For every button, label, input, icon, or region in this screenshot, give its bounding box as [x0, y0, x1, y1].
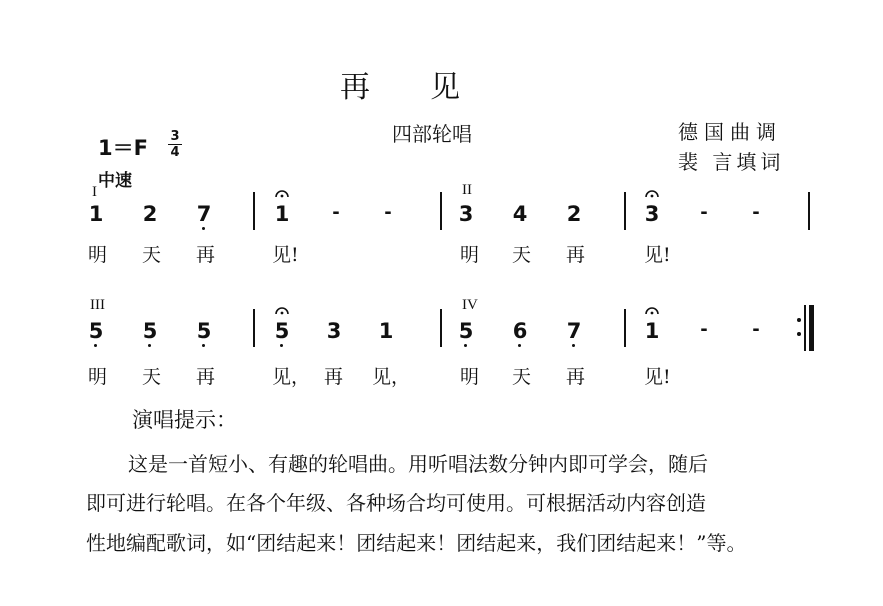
low-octave-dot	[572, 344, 575, 347]
repeat-thick-barline	[809, 305, 814, 351]
duration-dash: -	[752, 202, 760, 223]
lyric: 再	[196, 366, 216, 388]
repeat-dot	[797, 318, 801, 322]
note: 1	[378, 319, 394, 343]
note: 2	[566, 202, 582, 226]
duration-dash: -	[384, 202, 392, 223]
note: 4	[512, 202, 528, 226]
time-signature	[168, 130, 182, 159]
low-octave-dot	[148, 344, 151, 347]
duration-dash: -	[700, 202, 708, 223]
lyric: 天	[512, 366, 532, 388]
barline	[253, 309, 255, 347]
tempo-marking: 中速	[98, 171, 132, 191]
note: 2	[142, 202, 158, 226]
fermata-icon	[645, 306, 659, 315]
fermata-icon	[275, 306, 289, 315]
duration-dash: -	[752, 319, 760, 340]
lyric: 见，	[372, 366, 411, 388]
repeat-thin-barline	[804, 305, 806, 351]
lyric: 再	[324, 366, 344, 388]
song-title: 再见	[340, 70, 520, 105]
duration-dash: -	[332, 202, 340, 223]
lyric: 明	[460, 366, 480, 388]
lyrics-credit: 裴 言填词	[678, 150, 785, 174]
time-signature-top: 3	[170, 129, 180, 144]
lyric: 再	[566, 366, 586, 388]
part-marker-1: I	[92, 184, 97, 200]
hints-line: 这是一首短小、有趣的轮唱曲。用听唱法数分钟内即可学会，随后	[128, 452, 708, 476]
note: 1	[88, 202, 104, 226]
note: 5	[88, 319, 104, 343]
barline	[253, 192, 255, 230]
low-octave-dot	[464, 344, 467, 347]
lyric: 明	[88, 244, 108, 266]
note: 1	[274, 202, 290, 226]
note: 5	[196, 319, 212, 343]
lyric: 见!	[644, 366, 671, 388]
lyric: 见!	[272, 244, 299, 266]
duration-dash: -	[700, 319, 708, 340]
low-octave-dot	[202, 227, 205, 230]
part-marker-2: II	[462, 182, 472, 198]
barline	[440, 309, 442, 347]
lyric: 再	[566, 244, 586, 266]
time-signature-bottom: 4	[170, 145, 180, 160]
note: 5	[458, 319, 474, 343]
music-credit: 德国曲调	[678, 120, 782, 144]
barline	[624, 309, 626, 347]
lyric: 天	[142, 366, 162, 388]
part-marker-4: IV	[462, 297, 478, 313]
lyric: 再	[196, 244, 216, 266]
part-marker-3: III	[90, 297, 105, 313]
lyric: 见，	[272, 366, 311, 388]
low-octave-dot	[280, 344, 283, 347]
note: 7	[196, 202, 212, 226]
lyric: 天	[142, 244, 162, 266]
fermata-icon	[645, 189, 659, 198]
note: 5	[142, 319, 158, 343]
lyric: 见!	[644, 244, 671, 266]
note: 3	[644, 202, 660, 226]
low-octave-dot	[94, 344, 97, 347]
repeat-dot	[797, 332, 801, 336]
barline	[440, 192, 442, 230]
lyric: 明	[460, 244, 480, 266]
note: 6	[512, 319, 528, 343]
note: 7	[566, 319, 582, 343]
barline	[624, 192, 626, 230]
hints-heading: 演唱提示：	[132, 408, 237, 432]
subtitle: 四部轮唱	[392, 122, 472, 146]
barline	[808, 192, 810, 230]
hints-line: 即可进行轮唱。在各个年级、各种场合均可使用。可根据活动内容创造	[86, 491, 706, 515]
note: 3	[458, 202, 474, 226]
fermata-icon	[275, 189, 289, 198]
lyric: 天	[512, 244, 532, 266]
note: 5	[274, 319, 290, 343]
note: 1	[644, 319, 660, 343]
low-octave-dot	[202, 344, 205, 347]
low-octave-dot	[518, 344, 521, 347]
lyric: 明	[88, 366, 108, 388]
key-signature: 1＝F	[98, 136, 148, 160]
note: 3	[326, 319, 342, 343]
hints-line: 性地编配歌词，如“团结起来！团结起来！团结起来，我们团结起来！”等。	[86, 531, 747, 555]
